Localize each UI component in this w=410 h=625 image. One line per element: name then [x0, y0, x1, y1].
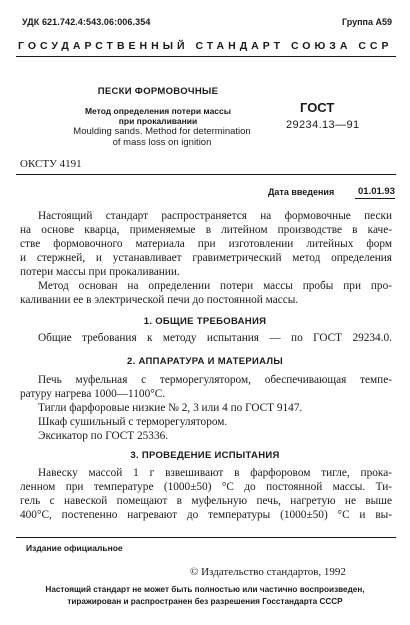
section-2-line: Эксикатор по ГОСТ 25336. [38, 430, 169, 442]
intro-line: и стержней, и устанавливает гравиметрический метод определения [20, 252, 392, 264]
intro-line: Настоящий стандарт распространяется на формовочные пески [38, 210, 392, 222]
method-title-line: Метод определения потери массы [84, 106, 232, 116]
section-2-line: ратуру нагрева 1000—1100°С. [20, 388, 166, 400]
reproduction-notice-line: Настоящий стандарт не может быть полностью или частично воспроизведен, [45, 585, 365, 594]
standard-name: ГОСУДАРСТВЕННЫЙ СТАНДАРТ СОЮЗА ССР [18, 40, 393, 52]
effective-date-label: Дата введения [268, 187, 335, 197]
effective-date-value: 01.01.93 [358, 186, 395, 197]
effective-date-underline [355, 198, 395, 199]
intro-line: Метод основан на определении потери массы пробы при про- [38, 280, 392, 292]
top-divider [16, 56, 396, 57]
copyright-line: © Издательство стандартов, 1992 [190, 566, 346, 578]
section-3-line: 400°С, постепенно нагревают до температуры (1000±50) °С и вы- [20, 509, 392, 521]
okstu-code: ОКСТУ 4191 [20, 158, 82, 170]
middle-divider [16, 174, 396, 175]
intro-line: каливании ее в электрической печи до постоянной массы. [20, 294, 299, 306]
english-title-line: of mass loss on ignition [112, 136, 212, 148]
bottom-divider [16, 537, 396, 538]
english-title-line: Moulding sands. Method for determination [73, 126, 251, 137]
section-3-line: Навеску массой 1 г взвешивают в фарфоровом тигле, прока- [38, 467, 392, 479]
reproduction-notice-line: тиражирован и распространен без разрешения Госстандарта СССР [67, 597, 343, 606]
section-2-heading: 2. АППАРАТУРА И МАТЕРИАЛЫ [127, 356, 283, 367]
section-2-line: Тигли фарфоровые низкие № 2, 3 или 4 по ГОСТ 9147. [38, 402, 303, 414]
method-title-line: при прокаливании [118, 116, 198, 126]
section-2-line: Шкаф сушильный с терморегулятором. [38, 416, 228, 428]
group-code: Группа А59 [341, 17, 392, 27]
english-title [72, 127, 252, 148]
document-title: ПЕСКИ ФОРМОВОЧНЫЕ [97, 86, 219, 97]
udk-code: УДК 621.742.4:543.06:006.354 [22, 17, 151, 27]
intro-line: на основе кварца, применяемые в литейном производстве в каче- [20, 224, 392, 236]
section-1-text: Общие требования к методу испытания — по ГОСТ 29234.0. [38, 332, 392, 344]
intro-line: стве формовочного материала при изготовлении литейных форм [20, 238, 392, 250]
official-edition-label: Издание официальное [26, 543, 123, 553]
section-3-line: ленном при температуре (1000±50) °С до постоянной массы. Ти- [20, 481, 392, 493]
section-3-line: гель с навеской помещают в муфельную печь, нагретую не выше [20, 495, 392, 507]
title-block [60, 86, 256, 126]
gost-label: ГОСТ [300, 100, 335, 115]
gost-number: 29234.13—91 [286, 119, 360, 131]
section-1-heading: 1. ОБЩИЕ ТРЕБОВАНИЯ [143, 316, 267, 327]
section-2-line: Печь муфельная с терморегулятором, обеспечивающая темпе- [38, 374, 392, 386]
method-title [60, 106, 256, 126]
intro-line: потери массы при прокаливании. [20, 266, 180, 278]
section-3-heading: 3. ПРОВЕДЕНИЕ ИСПЫТАНИЯ [130, 450, 280, 461]
